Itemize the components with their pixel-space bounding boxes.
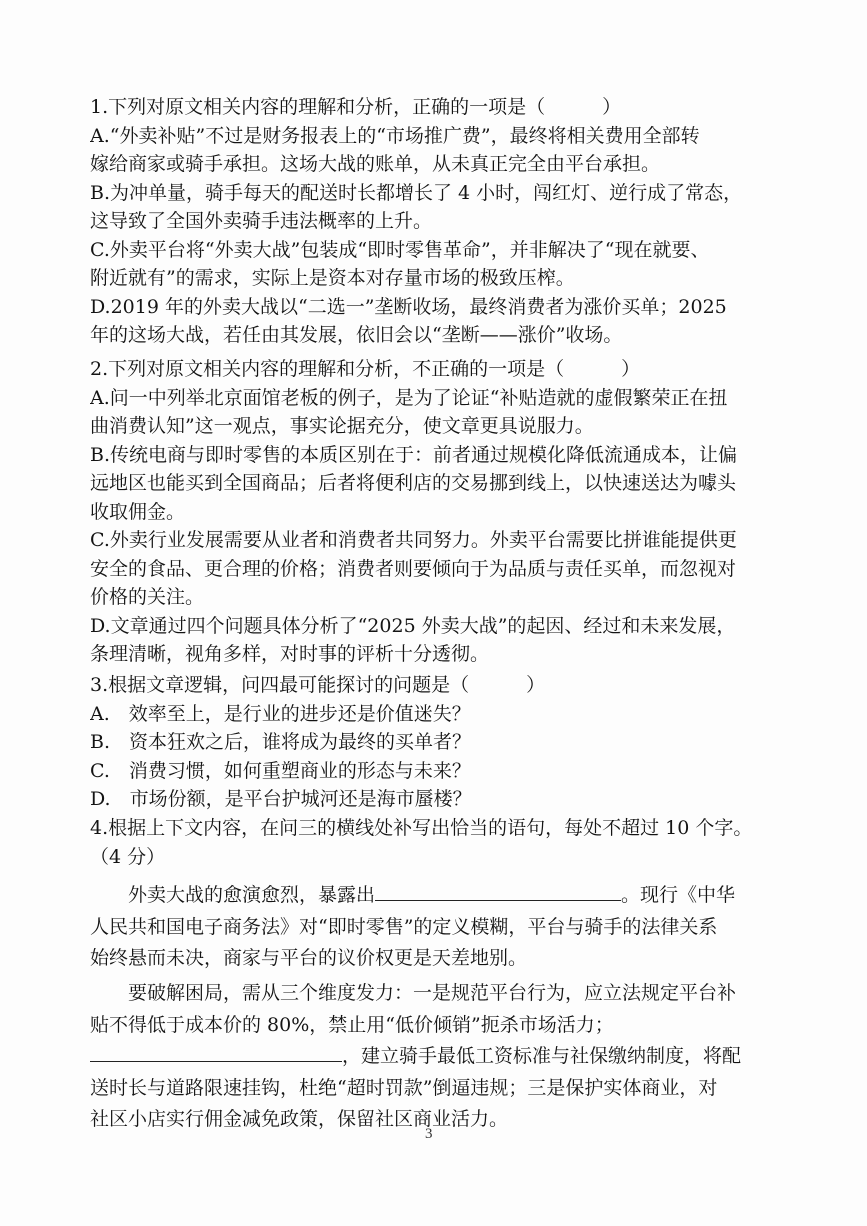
- question-1: [90, 93, 790, 350]
- option-2b-line1: B.传统电商与即时零售的本质区别在于：前者通过规模化降低流通成本，让偏: [90, 443, 738, 466]
- option-2d-line1: D.文章通过四个问题具体分析了“2025 外卖大战”的起因、经过和未来发展，: [90, 614, 736, 637]
- option-2b-line3: 收取佣金。: [90, 500, 186, 523]
- passage-p1-text-before: 外卖大战的愈演愈烈，暴露出: [90, 884, 376, 906]
- question-2-stem: 2.下列对原文相关内容的理解和分析，不正确的一项是（ ）: [90, 358, 641, 380]
- option-2d-line2: 条理清晰，视角多样，对时事的评析十分透彻。: [90, 643, 490, 665]
- option-3c: C. 消费习惯，如何重塑商业的形态与未来？: [90, 759, 471, 782]
- question-1-stem: 1.下列对原文相关内容的理解和分析，正确的一项是（ ）: [90, 96, 622, 118]
- question-2: [90, 355, 790, 669]
- option-2c-line1: C.外卖行业发展需要从业者和消费者共同努力。外卖平台需要比拼谁能提供更: [90, 529, 737, 551]
- question-3: [90, 671, 790, 814]
- option-1b-line2: 这导致了全国外卖骑手违法概率的上升。: [90, 210, 433, 232]
- answer-blank-2[interactable]: [90, 1041, 342, 1062]
- option-1d-line1: D.2019 年的外卖大战以“二选一”垄断收场，最终消费者为涨价买单；2025: [90, 295, 727, 318]
- passage-paragraph-1: [90, 880, 790, 975]
- question-4-score: （4 分）: [90, 845, 166, 868]
- question-4-stem: 4.根据上下文内容，在问三的横线处补写出恰当的语句，每处不超过 10 个字。: [90, 817, 753, 839]
- option-3d: D. 市场份额，是平台护城河还是海市蜃楼？: [90, 788, 472, 810]
- passage-p1-text-after: 。现行《中华: [621, 884, 736, 906]
- option-1c-line2: 附近就有”的需求，实际上是资本对存量市场的极致压榨。: [90, 267, 575, 289]
- option-2b-line2: 远地区也能买到全国商品；后者将便利店的交易挪到线上，以快速送达为噱头: [90, 472, 737, 494]
- passage-p1-line3: 始终悬而未决，商家与平台的议价权更是天差地别。: [90, 947, 528, 969]
- passage-paragraph-2: [90, 978, 790, 1136]
- option-2a-line1: A.问一中列举北京面馆老板的例子，是为了论证“补贴造就的虚假繁荣正在扭: [90, 386, 728, 409]
- answer-blank-1[interactable]: [375, 880, 621, 901]
- passage-p1-line2: 人民共和国电子商务法》对“即时零售”的定义模糊，平台与骑手的法律关系: [90, 915, 718, 938]
- option-1c-line1: C.外卖平台将“外卖大战”包装成“即时零售革命”，并非解决了“现在就要、: [90, 238, 710, 261]
- option-2c-line2: 安全的食品、更合理的价格；消费者则要倾向于为品质与责任买单，而忽视对: [90, 557, 737, 580]
- passage-p2-line2: 贴不得低于成本价的 80%，禁止用“低价倾销”扼杀市场活力；: [90, 1013, 614, 1036]
- passage-p2-line1: 要破解困局，需从三个维度发力：一是规范平台行为，应立法规定平台补: [90, 982, 737, 1004]
- passage-p2-line5: 社区小店实行佣金减免政策，保留社区商业活力。: [90, 1108, 509, 1130]
- passage-p2-line4: 送时长与道路限速挂钩，杜绝“超时罚款”倒逼违规；三是保护实体商业，对: [90, 1076, 718, 1099]
- option-1b-line1: B.为冲单量，骑手每天的配送时长都增长了 4 小时，闯红灯、逆行成了常态，: [90, 181, 743, 204]
- question-4: [90, 814, 790, 871]
- question-3-stem: 3.根据文章逻辑，问四最可能探讨的问题是（ ）: [90, 674, 546, 696]
- option-3b: B. 资本狂欢之后，谁将成为最终的买单者？: [90, 731, 472, 753]
- option-1d-line2: 年的这场大战，若任由其发展，依旧会以“垄断——涨价”收场。: [90, 324, 623, 346]
- option-2c-line3: 价格的关注。: [90, 586, 205, 608]
- page-number: 3: [425, 1126, 433, 1142]
- option-2a-line2: 曲消费认知”这一观点，事实论据充分，使文章更具说服力。: [90, 415, 594, 437]
- option-1a-line1: A.“外卖补贴”不过是财务报表上的“市场推广费”，最终将相关费用全部转: [90, 124, 700, 147]
- option-3a: A. 效率至上，是行业的进步还是价值迷失？: [90, 702, 471, 725]
- option-1a-line2: 嫁给商家或骑手承担。这场大战的账单，从未真正完全由平台承担。: [90, 153, 661, 175]
- passage-p2-line3-text: ，建立骑手最低工资标准与社保缴纳制度，将配: [342, 1045, 742, 1067]
